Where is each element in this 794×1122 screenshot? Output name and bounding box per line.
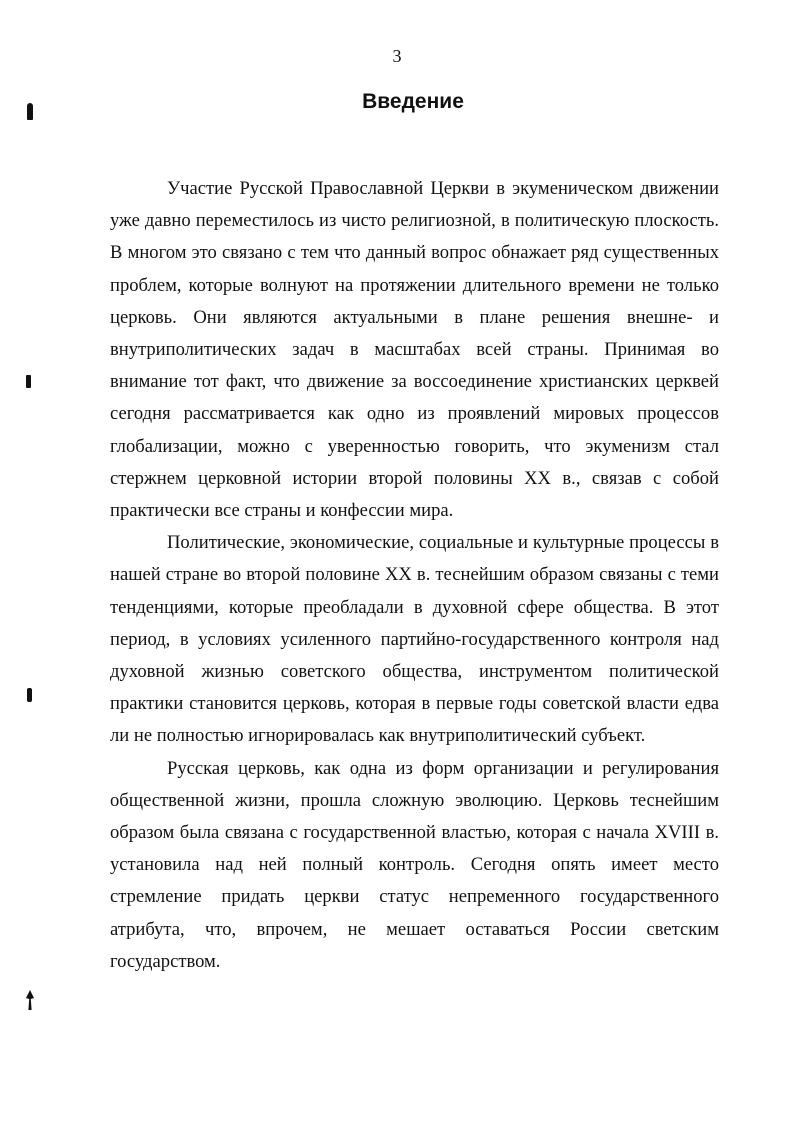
scan-margin-mark (26, 990, 34, 1010)
scan-margin-mark (27, 688, 32, 702)
paragraph-1: Участие Русской Православной Церкви в экуменическом движении уже давно переместилось из чисто религиозной, в политическую плоскость. В многом это связано с тем что данный вопрос обнажает ряд существенных проблем, которые волнуют на протяжении длительного времени не только церковь. Они являются актуальными в плане решения внешне- и внутриполитических задач в масштабах всей страны. Принимая во внимание тот факт, что движение за воссоединение христианских церквей сегодня рассматривается как одно из проявлений мировых процессов глобализации, можно с уверенностью говорить, что экуменизм стал стержнем церковной истории второй половины XX в., связав с собой практически все страны и конфессии мира. (110, 178, 719, 522)
scan-margin-mark (26, 375, 31, 388)
page-title: Введение (362, 90, 464, 113)
scan-margin-mark (27, 103, 33, 120)
page-number: 3 (392, 46, 402, 66)
paragraph-2: Политические, экономические, социальные и культурные процессы в нашей стране во второй половине XX в. теснейшим образом связаны с теми тенденциями, которые преобладали в духовной сфере общества. В этот период, в условиях усиленного партийно-государственного контроля над духовной жизнью советского общества, инструментом политической практики становится церковь, которая в первые годы советской власти едва ли не полностью игнорировалась как внутриполитический субъект. (110, 532, 719, 747)
body-text (110, 173, 719, 978)
paragraph-3: Русская церковь, как одна из форм организации и регулирования общественной жизни, прошла сложную эволюцию. Церковь теснейшим образом была связана с государственной властью, которая с начала XVIII в. установила над ней полный контроль. Сегодня опять имеет место стремление придать церкви статус непременного государственного атрибута, что, впрочем, не мешает оставаться России светским государством. (110, 757, 719, 972)
